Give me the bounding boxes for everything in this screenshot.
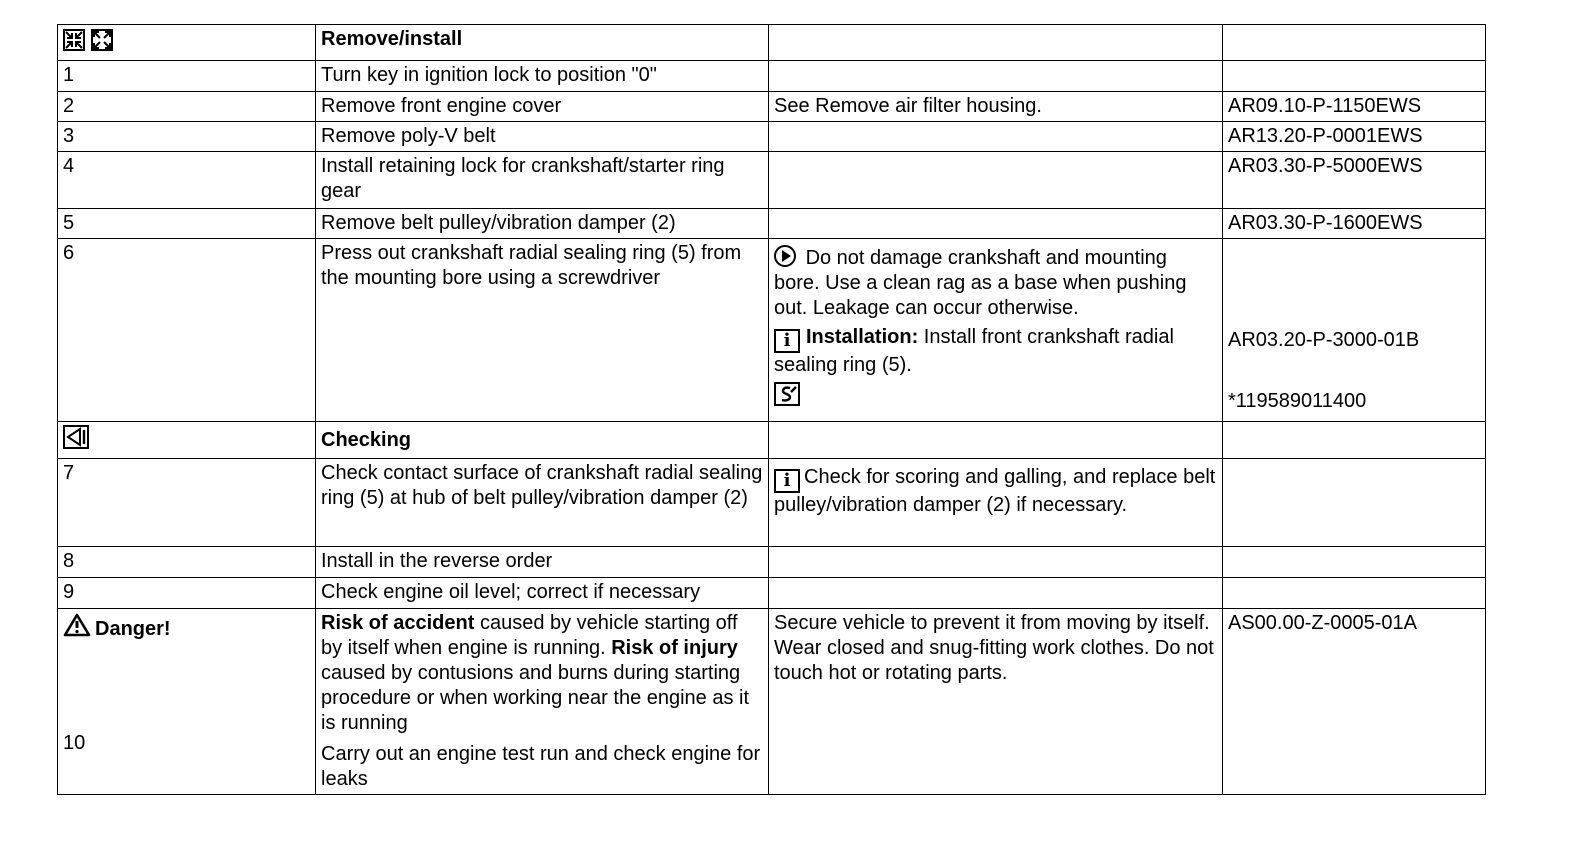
warning-icon bbox=[63, 613, 91, 637]
table-row bbox=[58, 209, 1486, 239]
step-number: 2 bbox=[58, 92, 316, 122]
danger-reference: AS00.00-Z-0005-01A bbox=[1223, 609, 1486, 795]
step-number: 7 bbox=[58, 459, 316, 547]
table-row bbox=[58, 239, 1486, 422]
step-note: i Check for scoring and galling, and replace belt pulley/vibration damper (2) if necessary. bbox=[769, 459, 1223, 547]
step-note bbox=[769, 239, 1223, 422]
step-action: Remove front engine cover bbox=[316, 92, 769, 122]
checking-icon bbox=[63, 425, 89, 449]
step-number: 10 bbox=[63, 732, 86, 754]
danger-label: Danger! bbox=[95, 618, 171, 640]
step-action: Carry out an engine test run and check engine for leaks bbox=[321, 743, 761, 790]
step-reference bbox=[1223, 61, 1486, 92]
table-row bbox=[58, 578, 1486, 609]
info-icon: i bbox=[774, 469, 800, 493]
installation-note: i Installation: Install front crankshaft radial sealing ring (5). bbox=[774, 326, 1174, 376]
step-note bbox=[769, 209, 1223, 239]
table-row bbox=[58, 61, 1486, 92]
procedure-table bbox=[57, 24, 1486, 795]
tool-number: *119589011400 bbox=[1228, 390, 1367, 412]
step-reference bbox=[1223, 239, 1486, 422]
remove-icon bbox=[63, 29, 85, 51]
table-row bbox=[58, 92, 1486, 122]
table-row bbox=[58, 459, 1486, 547]
special-tool-icon bbox=[774, 382, 800, 406]
step-number: 8 bbox=[58, 547, 316, 578]
step-reference: AR03.30-P-5000EWS bbox=[1223, 152, 1486, 209]
danger-measures: Secure vehicle to prevent it from moving by itself. Wear closed and snug-fitting work clothes. Do not touch hot or rotating parts. bbox=[769, 609, 1223, 795]
checking-icon-cell bbox=[58, 422, 316, 459]
caution-icon bbox=[774, 245, 796, 267]
step-note bbox=[769, 61, 1223, 92]
table-row bbox=[58, 122, 1486, 152]
step-action: Check contact surface of crankshaft radial sealing ring (5) at hub of belt pulley/vibration damper (2) bbox=[316, 459, 769, 547]
installation-reference: AR03.20-P-3000-01B bbox=[1228, 329, 1420, 351]
step-action: Press out crankshaft radial sealing ring (5) from the mounting bore using a screwdriver bbox=[316, 239, 769, 422]
step-note bbox=[769, 122, 1223, 152]
step-number: 4 bbox=[58, 152, 316, 209]
header-row bbox=[58, 25, 1486, 61]
danger-row bbox=[58, 609, 1486, 795]
step-reference: AR13.20-P-0001EWS bbox=[1223, 122, 1486, 152]
step-note bbox=[769, 152, 1223, 209]
step-number: 1 bbox=[58, 61, 316, 92]
step-number: 6 bbox=[58, 239, 316, 422]
step-number: 5 bbox=[58, 209, 316, 239]
step-action: Install in the reverse order bbox=[316, 547, 769, 578]
section-title-remove-install: Remove/install bbox=[316, 25, 769, 61]
danger-risk-text: Risk of accident caused by vehicle starting off by itself when engine is running. Risk of injury caused by contusions and burns during starting procedure or when working near the engine as it is running Carry out an engine test run and check engine for leaks bbox=[316, 609, 769, 795]
step-number: 3 bbox=[58, 122, 316, 152]
section-title-checking: Checking bbox=[316, 422, 769, 459]
step-reference: AR03.30-P-1600EWS bbox=[1223, 209, 1486, 239]
caution-note: Do not damage crankshaft and mounting bore. Use a clean rag as a base when pushing out. Leakage can occur otherwise. bbox=[774, 247, 1187, 319]
step-action: Install retaining lock for crankshaft/starter ring gear bbox=[316, 152, 769, 209]
table-row bbox=[58, 547, 1486, 578]
step-action: Remove belt pulley/vibration damper (2) bbox=[316, 209, 769, 239]
step-note: See Remove air filter housing. bbox=[769, 92, 1223, 122]
table-row bbox=[58, 152, 1486, 209]
step-action: Turn key in ignition lock to position "0" bbox=[316, 61, 769, 92]
step-action: Check engine oil level; correct if necessary bbox=[316, 578, 769, 609]
info-icon: i bbox=[774, 329, 800, 353]
checking-row bbox=[58, 422, 1486, 459]
step-reference: AR09.10-P-1150EWS bbox=[1223, 92, 1486, 122]
remove-install-icons-cell bbox=[58, 25, 316, 61]
step-action: Remove poly-V belt bbox=[316, 122, 769, 152]
step-number: 9 bbox=[58, 578, 316, 609]
danger-cell bbox=[58, 609, 316, 795]
install-icon bbox=[91, 29, 113, 51]
